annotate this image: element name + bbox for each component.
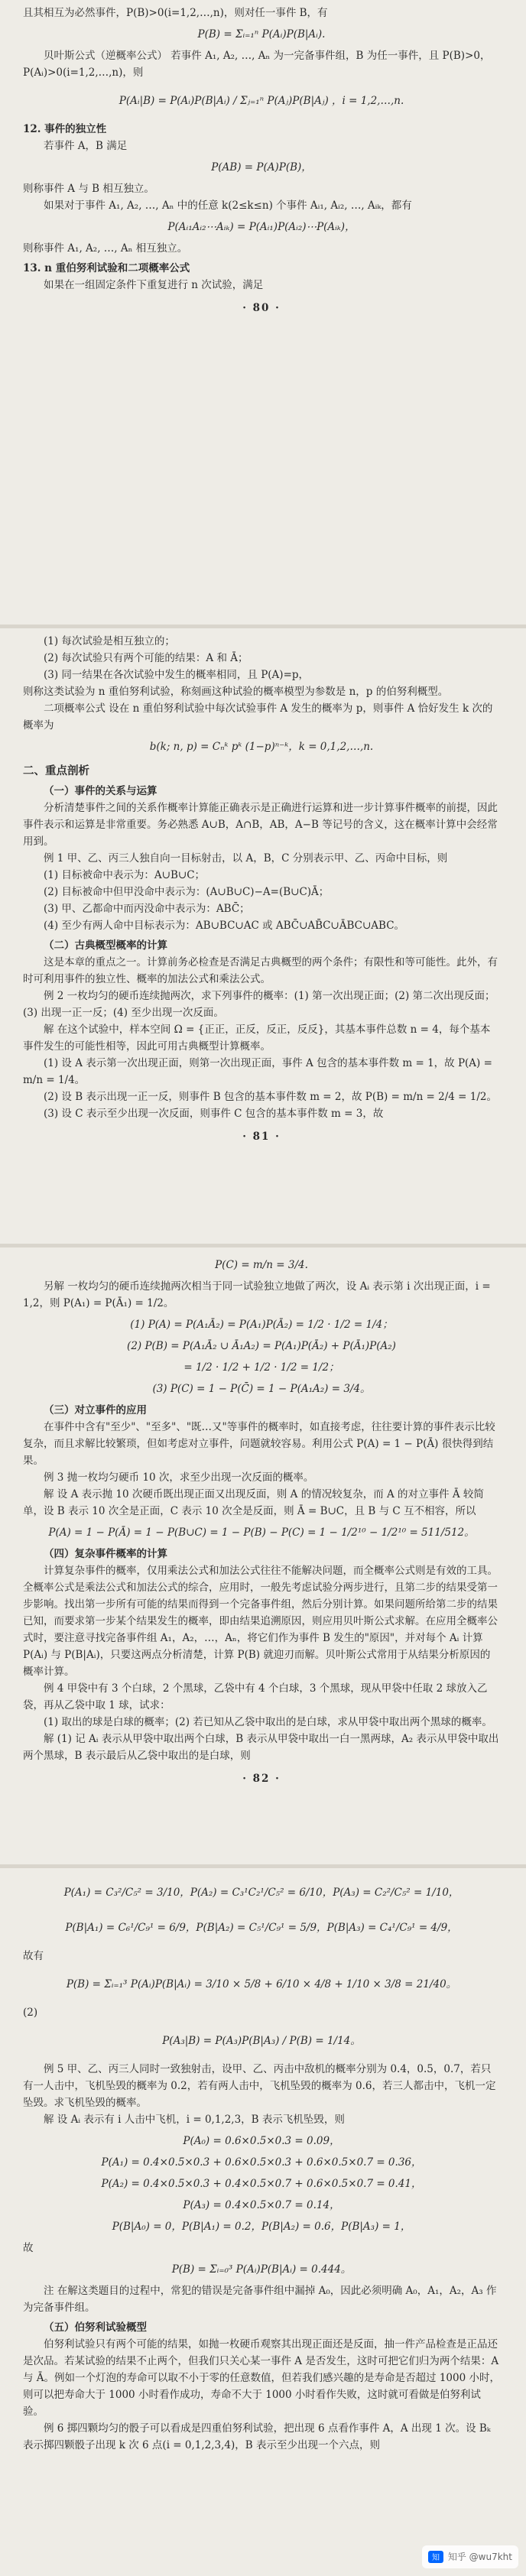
binomial-formula: b(k; n, p) = Cₙᵏ pᵏ (1−p)ⁿ⁻ᵏ，k = 0,1,2,…,n. <box>149 741 374 753</box>
formula-line: P(B|A₀) = 0，P(B|A₁) = 0.2，P(B|A₂) = 0.6，P(B|A₃) = 1， <box>112 2221 411 2233</box>
example-5: 例 5 甲、乙、丙三人同时一致独射击，设甲、乙、丙击中敌机的概率分别为 0.4，0.5，0.7，若只有一人击中，飞机坠毁的概率为 0.2，若有两人击中，飞机坠毁的概率为 0.6，若三人都击中，飞机一定坠毁。求飞机坠毁的概率。 <box>23 2063 496 2109</box>
subsection-heading: （二）古典概型概率的计算 <box>44 939 167 952</box>
formula-line: P(A₀) = 0.6×0.5×0.3 = 0.09， <box>183 2135 340 2147</box>
formula-line: P(A₁) = C₃²/C₅² = 3/10，P(A₂) = C₃¹C₂¹/C₅² = 6/10，P(A₃) = C₂²/C₅² = 1/10， <box>63 1887 459 1899</box>
binomial-paragraph: 二项概率公式 设在 n 重伯努利试验中每次试验事件 A 发生的概率为 p，则事件 A 恰好发生 k 次的概率为 <box>23 702 493 732</box>
text-line: (1) 目标被命中表示为：A∪B∪C； <box>44 869 206 881</box>
solution: 解 设 Aᵢ 表示有 i 人击中飞机，i = 0,1,2,3，B 表示飞机坠毁，则 <box>44 2114 345 2126</box>
zhihu-logo-icon <box>428 2551 443 2563</box>
subsection-heading: （三）对立事件的应用 <box>44 1404 147 1416</box>
formula-line: = 1/2 · 1/2 + 1/2 · 1/2 = 1/2； <box>183 1361 339 1374</box>
text-line: 如果在一组固定条件下重复进行 n 次试验，满足 <box>44 279 264 291</box>
text-line: 则称事件 A₁, A₂, …, Aₙ 相互独立。 <box>23 242 188 255</box>
text-line: (2) 设 B 表示出现一正一反，则事件 B 包含的基本事件数 m = 2，故 P(B) = m/n = 2/4 = 1/2。 <box>44 1091 498 1103</box>
page-number: · 80 · <box>242 302 281 314</box>
watermark <box>422 2545 518 2568</box>
example-6: 例 6 掷四颗均匀的骰子可以看成是四重伯努利试验，把出现 6 点看作事件 A，A 出现 1 次。设 Bₖ 表示掷四颗骰子出现 k 次 6 点(i = 0,1,2,3,4)，B 表示至少出现一个六点，则 <box>23 2422 491 2451</box>
formula-line: P(A₃|B) = P(A₃)P(B|A₃) / P(B) = 1/14。 <box>162 2035 361 2047</box>
text-line: 这是本章的重点之一。计算前务必检查是否满足古典概型的两个条件；有限性和等可能性。此外，有时可利用事件的独立性、概率的加法公式和乘法公式。 <box>23 956 498 985</box>
watermark-text: 知乎 @wu7kht <box>447 2552 512 2562</box>
formula-line: P(A) = 1 − P(Ā) = 1 − P(B∪C) = 1 − P(B) − P(C) = 1 − 1/2¹⁰ − 1/2¹⁰ = 511/512。 <box>48 1526 475 1539</box>
section-heading-13: 13. n 重伯努利试验和二项概率公式 <box>23 262 190 274</box>
page-number: · 81 · <box>242 1131 281 1143</box>
text-line: 故有 <box>23 1950 44 1962</box>
formula-line: P(C) = m/n = 3/4. <box>215 1259 308 1271</box>
formula-line: (1) P(A) = P(A₁Ā₂) = P(A₁)P(Ā₂) = 1/2 · 1/2 = 1/4； <box>130 1319 393 1331</box>
text-line: (1) 设 A 表示第一次出现正面，则第一次出现正面，事件 A 包含的基本事件数 m = 1，故 P(A) = m/n = 1/4。 <box>23 1057 492 1086</box>
note: 注 在解这类题目的过程中，常犯的错误是完备事件组中漏掉 A₀，因此必须明确 A₀，A₁，A₂，A₃ 作为完备事件组。 <box>23 2285 497 2314</box>
independence-formula: P(AB) = P(A)P(B)， <box>211 161 312 174</box>
solution: 解 (1) 记 Aᵢ 表示从甲袋中取出两个白球，B 表示从甲袋中取出一白一黑两球，A₂ 表示从甲袋中取出两个黑球，B 表示最后从乙袋中取出的是白球，则 <box>23 1733 499 1762</box>
alternative-solution: 另解 一枚均匀的硬币连续抛两次相当于同一试验独立地做了两次，设 Aᵢ 表示第 i 次出现正面，i = 1,2，则 P(A₁) = P(Ā₁) = 1/2。 <box>23 1280 491 1309</box>
text-line: (2) 目标被命中但甲没命中表示为：(A∪B∪C)−A=(B∪C)Ā； <box>44 886 330 898</box>
bayes-formula: P(Aᵢ|B) = P(Aᵢ)P(B|Aᵢ) / Σⱼ₌₁ⁿ P(Aⱼ)P(B|Aⱼ) ，i = 1,2,…,n. <box>119 95 404 107</box>
text-line: (1) 取出的球是白球的概率；(2) 若已知从乙袋中取出的是白球，求从甲袋中取出两个黑球的概率。 <box>44 1716 492 1728</box>
formula-line: P(A₃) = 0.4×0.5×0.7 = 0.14， <box>183 2199 340 2211</box>
subsection-heading: （四）复杂事件概率的计算 <box>44 1548 167 1560</box>
formula-line: (2) P(B) = P(A₁Ā₂ ∪ Ā₁A₂) = P(A₁)P(Ā₂) + P(Ā₁)P(A₂) <box>127 1340 396 1352</box>
solution: 解 在这个试验中，样本空间 Ω = {正正，正反，反正，反反}，其基本事件总数 n = 4，每个基本事件发生的可能性相等，因此可用古典概型计算概率。 <box>23 1024 491 1053</box>
text-line: 且其相互为必然事件，P(B)>0(i=1,2,…,n)，则对任一事件 B，有 <box>23 7 328 19</box>
total-probability-formula: P(B) = Σᵢ₌₁ⁿ P(Aᵢ)P(B|Aᵢ). <box>197 28 326 41</box>
formula-line: P(B) = Σᵢ₌₀³ P(Aᵢ)P(B|Aᵢ) = 0.444。 <box>171 2263 352 2276</box>
formula-line: P(A₂) = 0.4×0.5×0.3 + 0.4×0.5×0.7 + 0.6×0.5×0.7 = 0.41， <box>101 2178 422 2190</box>
formula-line: P(B) = Σᵢ₌₁³ P(Aᵢ)P(B|Aᵢ) = 3/10 × 5/8 + 6/10 × 4/8 + 1/10 × 3/8 = 21/40。 <box>66 1978 457 1990</box>
text-line: 则称事件 A 与 B 相互独立。 <box>23 183 154 195</box>
solution: 解 设 A 表示抛 10 次硬币既出现正面又出现反面，则 A 的情况较复杂，而 A 的对立事件 Ā 较简单，设 B 表示 10 次全是正面，C 表示 10 次全是反面，则 Ā = B∪C，且 B 与 C 互不相容，所以 <box>23 1488 484 1517</box>
text-line: (2) <box>23 2007 38 2019</box>
page-number: · 82 · <box>242 1773 281 1785</box>
section-heading-12: 12. 事件的独立性 <box>23 123 107 135</box>
example-4: 例 4 甲袋中有 3 个白球，2 个黑球，乙袋中有 4 个白球，3 个黑球，现从甲袋中任取 2 球放入乙袋，再从乙袋中取 1 球，试求： <box>23 1682 488 1711</box>
text-line: 如果对于事件 A₁, A₂, …, Aₙ 中的任意 k(2≤k≤n) 个事件 Aᵢ₁, Aᵢ₂, …, Aᵢₖ，都有 <box>44 200 412 212</box>
page-81 <box>0 628 526 1247</box>
text-line: (3) 设 C 表示至少出现一次反面，则事件 C 包含的基本事件数 m = 3，故 <box>44 1108 384 1120</box>
text-line: 在事件中含有"至少"、"至多"、"既…又"等事件的概率时，如直接考虑，往往要计算的事件表示比较复杂，而且求解比较繁琐，但如考虑对立事件，问题就较容易。利用公式 P(A) = 1 − P(Ā) 很快得到结果。 <box>23 1421 495 1467</box>
formula-line: (3) P(C) = 1 − P(C̄) = 1 − P(A₁A₂) = 3/4。 <box>152 1383 371 1395</box>
page-83 <box>0 1868 526 2576</box>
text-line: 伯努利试验只有两个可能的结果，如抛一枚硬币观察其出现正面还是反面，抽一件产品检查是正品还是次品。若某试验的结果不止两个，但我们只关心某一事件 A 是否发生，这时可把它们归为两个结果：A 与 Ā。例如一个灯泡的寿命可以取不小于零的任意数值，但若我们感兴趣的是寿命是否超过 1000 小时，则可以把寿命大于 1000 小时看作成功，寿命不大于 1000 小时看作失败，这时就可看做是伯努利试验。 <box>23 2338 500 2418</box>
mutual-independence-formula: P(Aᵢ₁Aᵢ₂⋯Aᵢₖ) = P(Aᵢ₁)P(Aᵢ₂)⋯P(Aᵢₖ)， <box>167 221 356 233</box>
text-line: (4) 至少有两人命中目标表示为：AB∪BC∪AC 或 ABC̄∪AB̄C∪ĀBC∪ABC。 <box>44 920 405 932</box>
text-line: (3) 甲、乙都命中而丙没命中表示为：ABC̄； <box>44 903 250 915</box>
text-line: 计算复杂事件的概率，仅用乘法公式和加法公式往往不能解决问题，而全概率公式则是有效的工具。全概率公式是乘法公式和加法公式的综合，应用时，一般先考虑试验分两步进行，且第二步的结果受第一步影响。找出第一步所有可能的结果而得到一个完备事件组，然后分别计算。如果问题所给第二步的结果已知，而要求第一步某个结果发生的概率，即由结果追溯原因，则应用贝叶斯公式求解。在应用全概率公式时，要注意寻找完备事件组 A₁，A₂，…，Aₙ，将它们作为事件 B 发生的"原因"，并对每个 Aᵢ 计算 P(Aᵢ) 与 P(B|Aᵢ)，只要这两点分析清楚，计算 P(B) 就迎刃而解。贝叶斯公式常用于从结果分析原因的概率计算。 <box>23 1565 498 1678</box>
text-line: (2) 每次试验只有两个可能的结果：A 和 Ā； <box>44 652 248 664</box>
page-80 <box>0 0 526 628</box>
formula-line: P(B|A₁) = C₆¹/C₉¹ = 6/9，P(B|A₂) = C₅¹/C₉¹ = 5/9，P(B|A₃) = C₄¹/C₉¹ = 4/9， <box>65 1922 458 1934</box>
chapter-heading: 二、重点剖析 <box>23 764 89 777</box>
example-1: 例 1 甲、乙、丙三人独自向一目标射击，以 A，B，C 分别表示甲、乙、丙命中目标，则 <box>44 852 448 865</box>
text-line: 故 <box>23 2242 34 2254</box>
example-3: 例 3 抛一枚均匀硬币 10 次，求至少出现一次反面的概率。 <box>44 1471 314 1484</box>
subsection-heading: （一）事件的关系与运算 <box>44 785 157 797</box>
page-82 <box>0 1247 526 1868</box>
text-line: (3) 同一结果在各次试验中发生的概率相同，且 P(A)=p， <box>44 669 310 681</box>
formula-line: P(A₁) = 0.4×0.5×0.3 + 0.6×0.5×0.3 + 0.6×0.5×0.7 = 0.36， <box>101 2156 422 2169</box>
bayes-paragraph: 贝叶斯公式（逆概率公式） 若事件 A₁, A₂, …, Aₙ 为一完备事件组，B 为任一事件，且 P(B)>0，P(Aᵢ)>0(i=1,2,…,n)，则 <box>23 50 491 79</box>
text-line: (1) 每次试验是相互独立的； <box>44 635 175 647</box>
text-line: 若事件 A，B 满足 <box>44 140 128 152</box>
subsection-heading: （五）伯努利试验概型 <box>44 2321 147 2334</box>
example-2: 例 2 一枚均匀的硬币连续抛两次，求下列事件的概率：(1) 第一次出现正面；(2) 第二次出现反面；(3) 出现一正一反；(4) 至少出现一次反面。 <box>23 990 495 1019</box>
text-line: 则称这类试验为 n 重伯努利试验，称刻画这种试验的概率模型为参数是 n，p 的伯努利概型。 <box>23 686 449 698</box>
svg-text:知: 知 <box>431 2554 440 2562</box>
text-line: 分析清楚事件之间的关系作概率计算能正确表示是正确进行运算和进一步计算事件概率的前提，因此事件表示和运算是非常重要。务必熟悉 A∪B，A∩B，AB，A−B 等记号的含义，这在概率计算中会经常用到。 <box>23 802 498 848</box>
